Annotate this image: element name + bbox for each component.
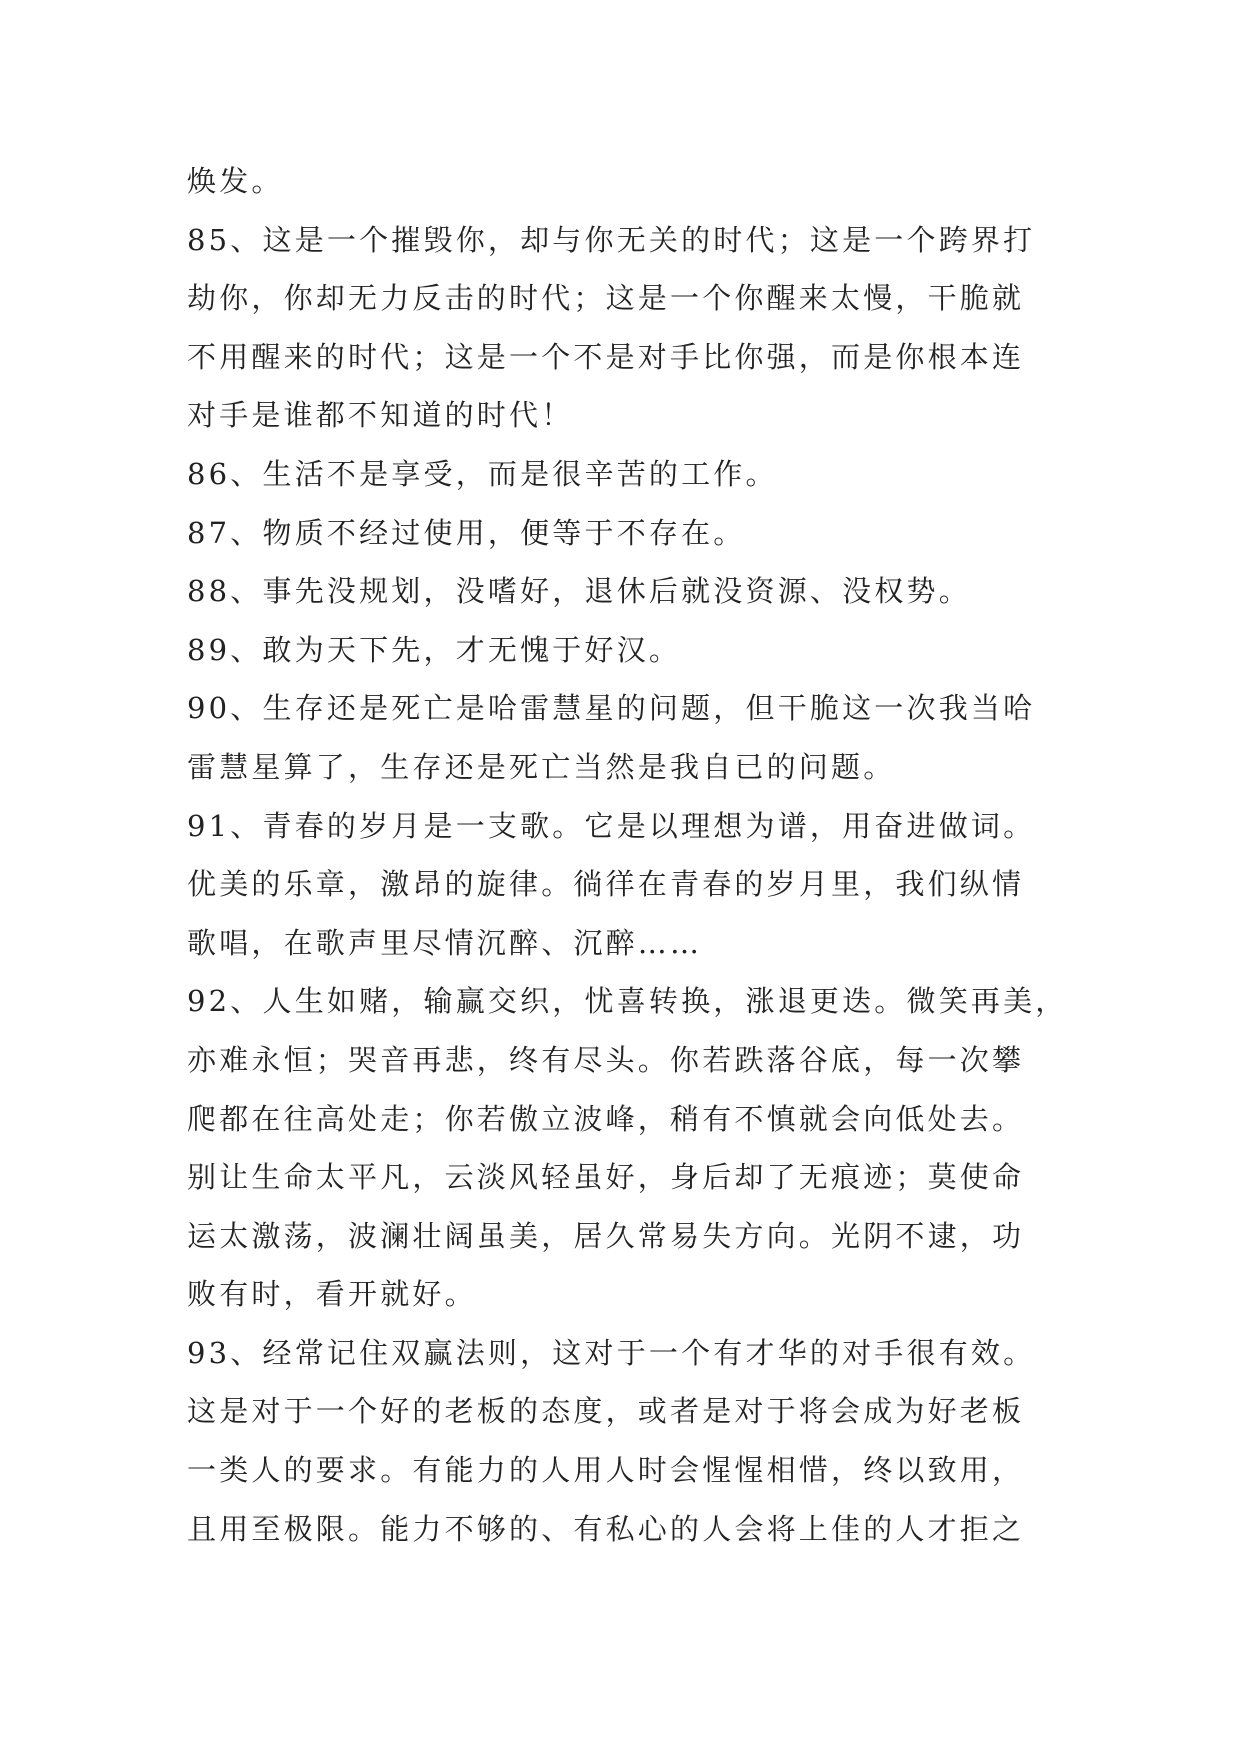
text-line: 别让生命太平凡，云淡风轻虽好，身后却了无痕迹；莫使命 <box>187 1160 1025 1195</box>
body-text <box>187 152 1067 1558</box>
text-line: 优美的乐章，激昂的旋律。徜徉在青春的岁月里，我们纵情 <box>187 867 1025 902</box>
text-line: 91、青春的岁月是一支歌。它是以理想为谱，用奋进做词。 <box>187 808 1036 843</box>
text-line: 87、物质不经过使用，便等于不存在。 <box>187 515 746 550</box>
text-line: 雷慧星算了，生存还是死亡当然是我自已的问题。 <box>187 749 896 784</box>
text-line: 运太激荡，波澜壮阔虽美，居久常易失方向。光阴不逮，功 <box>187 1218 1025 1253</box>
text-line: 且用至极限。能力不够的、有私心的人会将上佳的人才拒之 <box>187 1511 1025 1546</box>
text-line: 爬都在往高处走；你若傲立波峰，稍有不慎就会向低处去。 <box>187 1101 1025 1136</box>
text-line: 对手是谁都不知道的时代！ <box>187 398 574 433</box>
text-line: 一类人的要求。有能力的人用人时会惺惺相惜，终以致用， <box>187 1453 1025 1488</box>
text-line: 92、人生如赌，输赢交织，忧喜转换，涨退更迭。微笑再美， <box>187 984 1068 1019</box>
text-line: 这是对于一个好的老板的态度，或者是对于将会成为好老板 <box>187 1394 1025 1429</box>
text-line: 不用醒来的时代；这是一个不是对手比你强，而是你根本连 <box>187 339 1025 374</box>
text-line: 败有时，看开就好。 <box>187 1277 477 1312</box>
text-line: 歌唱，在歌声里尽情沉醉、沉醉…… <box>187 925 703 960</box>
text-line: 亦难永恒；哭音再悲，终有尽头。你若跌落谷底，每一次攀 <box>187 1042 1025 1077</box>
text-line: 焕发。 <box>187 164 284 198</box>
text-line: 90、生存还是死亡是哈雷慧星的问题，但干脆这一次我当哈 <box>187 691 1036 726</box>
text-line: 89、敢为天下先，才无愧于好汉。 <box>187 632 682 667</box>
text-line: 劫你，你却无力反击的时代；这是一个你醒来太慢，干脆就 <box>187 281 1025 316</box>
text-line: 85、这是一个摧毁你，却与你无关的时代；这是一个跨界打 <box>187 222 1036 257</box>
text-line: 88、事先没规划，没嗜好，退休后就没资源、没权势。 <box>187 574 971 609</box>
text-line: 93、经常记住双赢法则，这对于一个有才华的对手很有效。 <box>187 1335 1036 1370</box>
text-line: 86、生活不是享受，而是很辛苦的工作。 <box>187 456 778 491</box>
